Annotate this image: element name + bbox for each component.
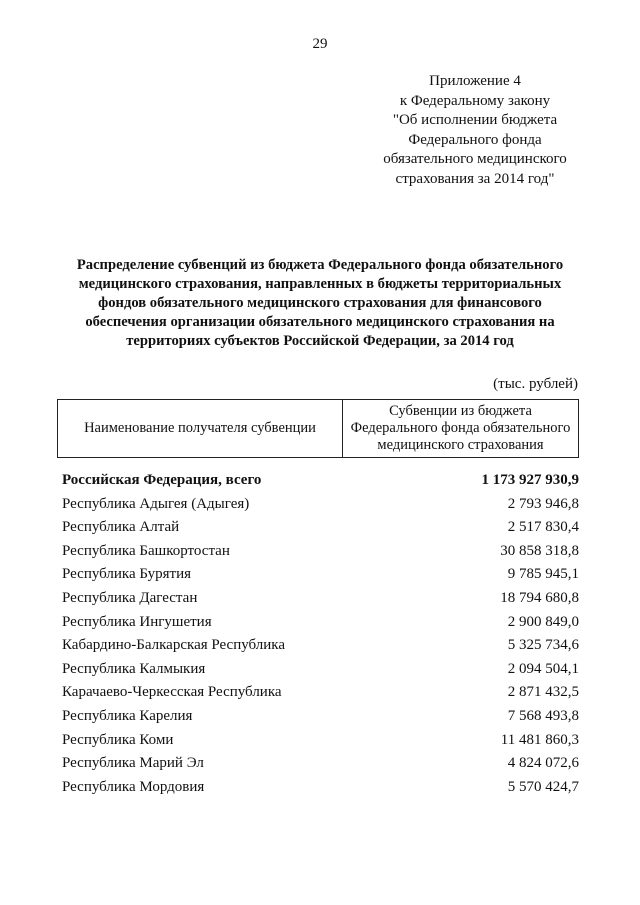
row-name: Республика Алтай [62, 519, 180, 536]
header-name-column: Наименование получателя субвенции [58, 400, 343, 457]
row-value: 4 824 072,6 [507, 755, 579, 772]
units-label: (тыс. рублей) [493, 376, 578, 392]
page-number: 29 [312, 36, 328, 52]
table-row [62, 779, 579, 803]
row-value: 1 173 927 930,9 [481, 472, 579, 488]
row-name: Республика Ингушетия [62, 613, 212, 630]
row-name: Кабардино-Балкарская Республика [62, 637, 286, 654]
table-row [62, 755, 579, 779]
appendix-line: к Федеральному закону [399, 92, 551, 109]
row-value: 7 568 493,8 [507, 707, 579, 724]
row-value: 18 794 680,8 [500, 589, 579, 606]
appendix-note [340, 72, 610, 189]
row-value: 11 481 860,3 [500, 731, 579, 748]
title-line: обеспечения организации обязательного медицинского страхования на [85, 314, 555, 330]
appendix-line: обязательного медицинского [383, 151, 567, 167]
row-value: 9 785 945,1 [507, 566, 579, 583]
table-header [57, 399, 579, 458]
table-row [62, 496, 579, 520]
table-row [62, 543, 579, 567]
table-row [62, 614, 579, 638]
table-row-total [62, 472, 579, 496]
appendix-line: страхования за 2014 год" [395, 170, 555, 187]
table-body [62, 472, 579, 802]
title-line: Распределение субвенций из бюджета Федерального фонда обязательного [76, 257, 564, 273]
table-row [62, 661, 579, 685]
row-name: Республика Дагестан [62, 589, 198, 606]
row-value: 2 517 830,4 [507, 519, 579, 536]
row-name: Карачаево-Черкесская Республика [62, 684, 282, 701]
title-line: фондов обязательного медицинского страхования для финансового [98, 295, 542, 311]
row-name: Республика Марий Эл [62, 755, 204, 772]
row-value: 5 570 424,7 [507, 778, 579, 795]
header-subsidy-line: Субвенции из бюджета [389, 403, 532, 419]
table-row [62, 708, 579, 732]
header-subsidy-line: Федерального фонда обязательного [350, 420, 571, 436]
header-subsidy-column [343, 400, 578, 457]
row-name: Республика Адыгея (Адыгея) [62, 495, 250, 512]
table-row [62, 732, 579, 756]
row-name: Республика Мордовия [62, 778, 205, 795]
table-row [62, 590, 579, 614]
table-row [62, 519, 579, 543]
table-row [62, 566, 579, 590]
row-value: 2 793 946,8 [507, 495, 579, 512]
row-name: Республика Бурятия [62, 566, 192, 583]
row-value: 2 094 504,1 [507, 660, 579, 677]
row-value: 30 858 318,8 [500, 542, 579, 559]
table-row [62, 684, 579, 708]
row-name: Республика Башкортостан [62, 542, 230, 559]
title-line: медицинского страхования, направленных в бюджеты территориальных [78, 276, 562, 292]
row-name: Республика Коми [62, 731, 174, 748]
table-row [62, 637, 579, 661]
row-value: 5 325 734,6 [507, 637, 579, 654]
appendix-line: "Об исполнении бюджета [392, 112, 558, 128]
row-name: Республика Калмыкия [62, 660, 206, 677]
header-subsidy-line: медицинского страхования [377, 437, 544, 453]
appendix-line: Федерального фонда [408, 131, 542, 148]
document-title [40, 256, 600, 351]
appendix-line: Приложение 4 [429, 73, 521, 89]
title-line: территориях субъектов Российской Федерации, за 2014 год [126, 333, 514, 349]
row-value: 2 900 849,0 [507, 613, 579, 630]
row-name: Республика Карелия [62, 707, 193, 724]
row-name: Российская Федерация, всего [62, 472, 262, 488]
row-value: 2 871 432,5 [507, 684, 579, 701]
